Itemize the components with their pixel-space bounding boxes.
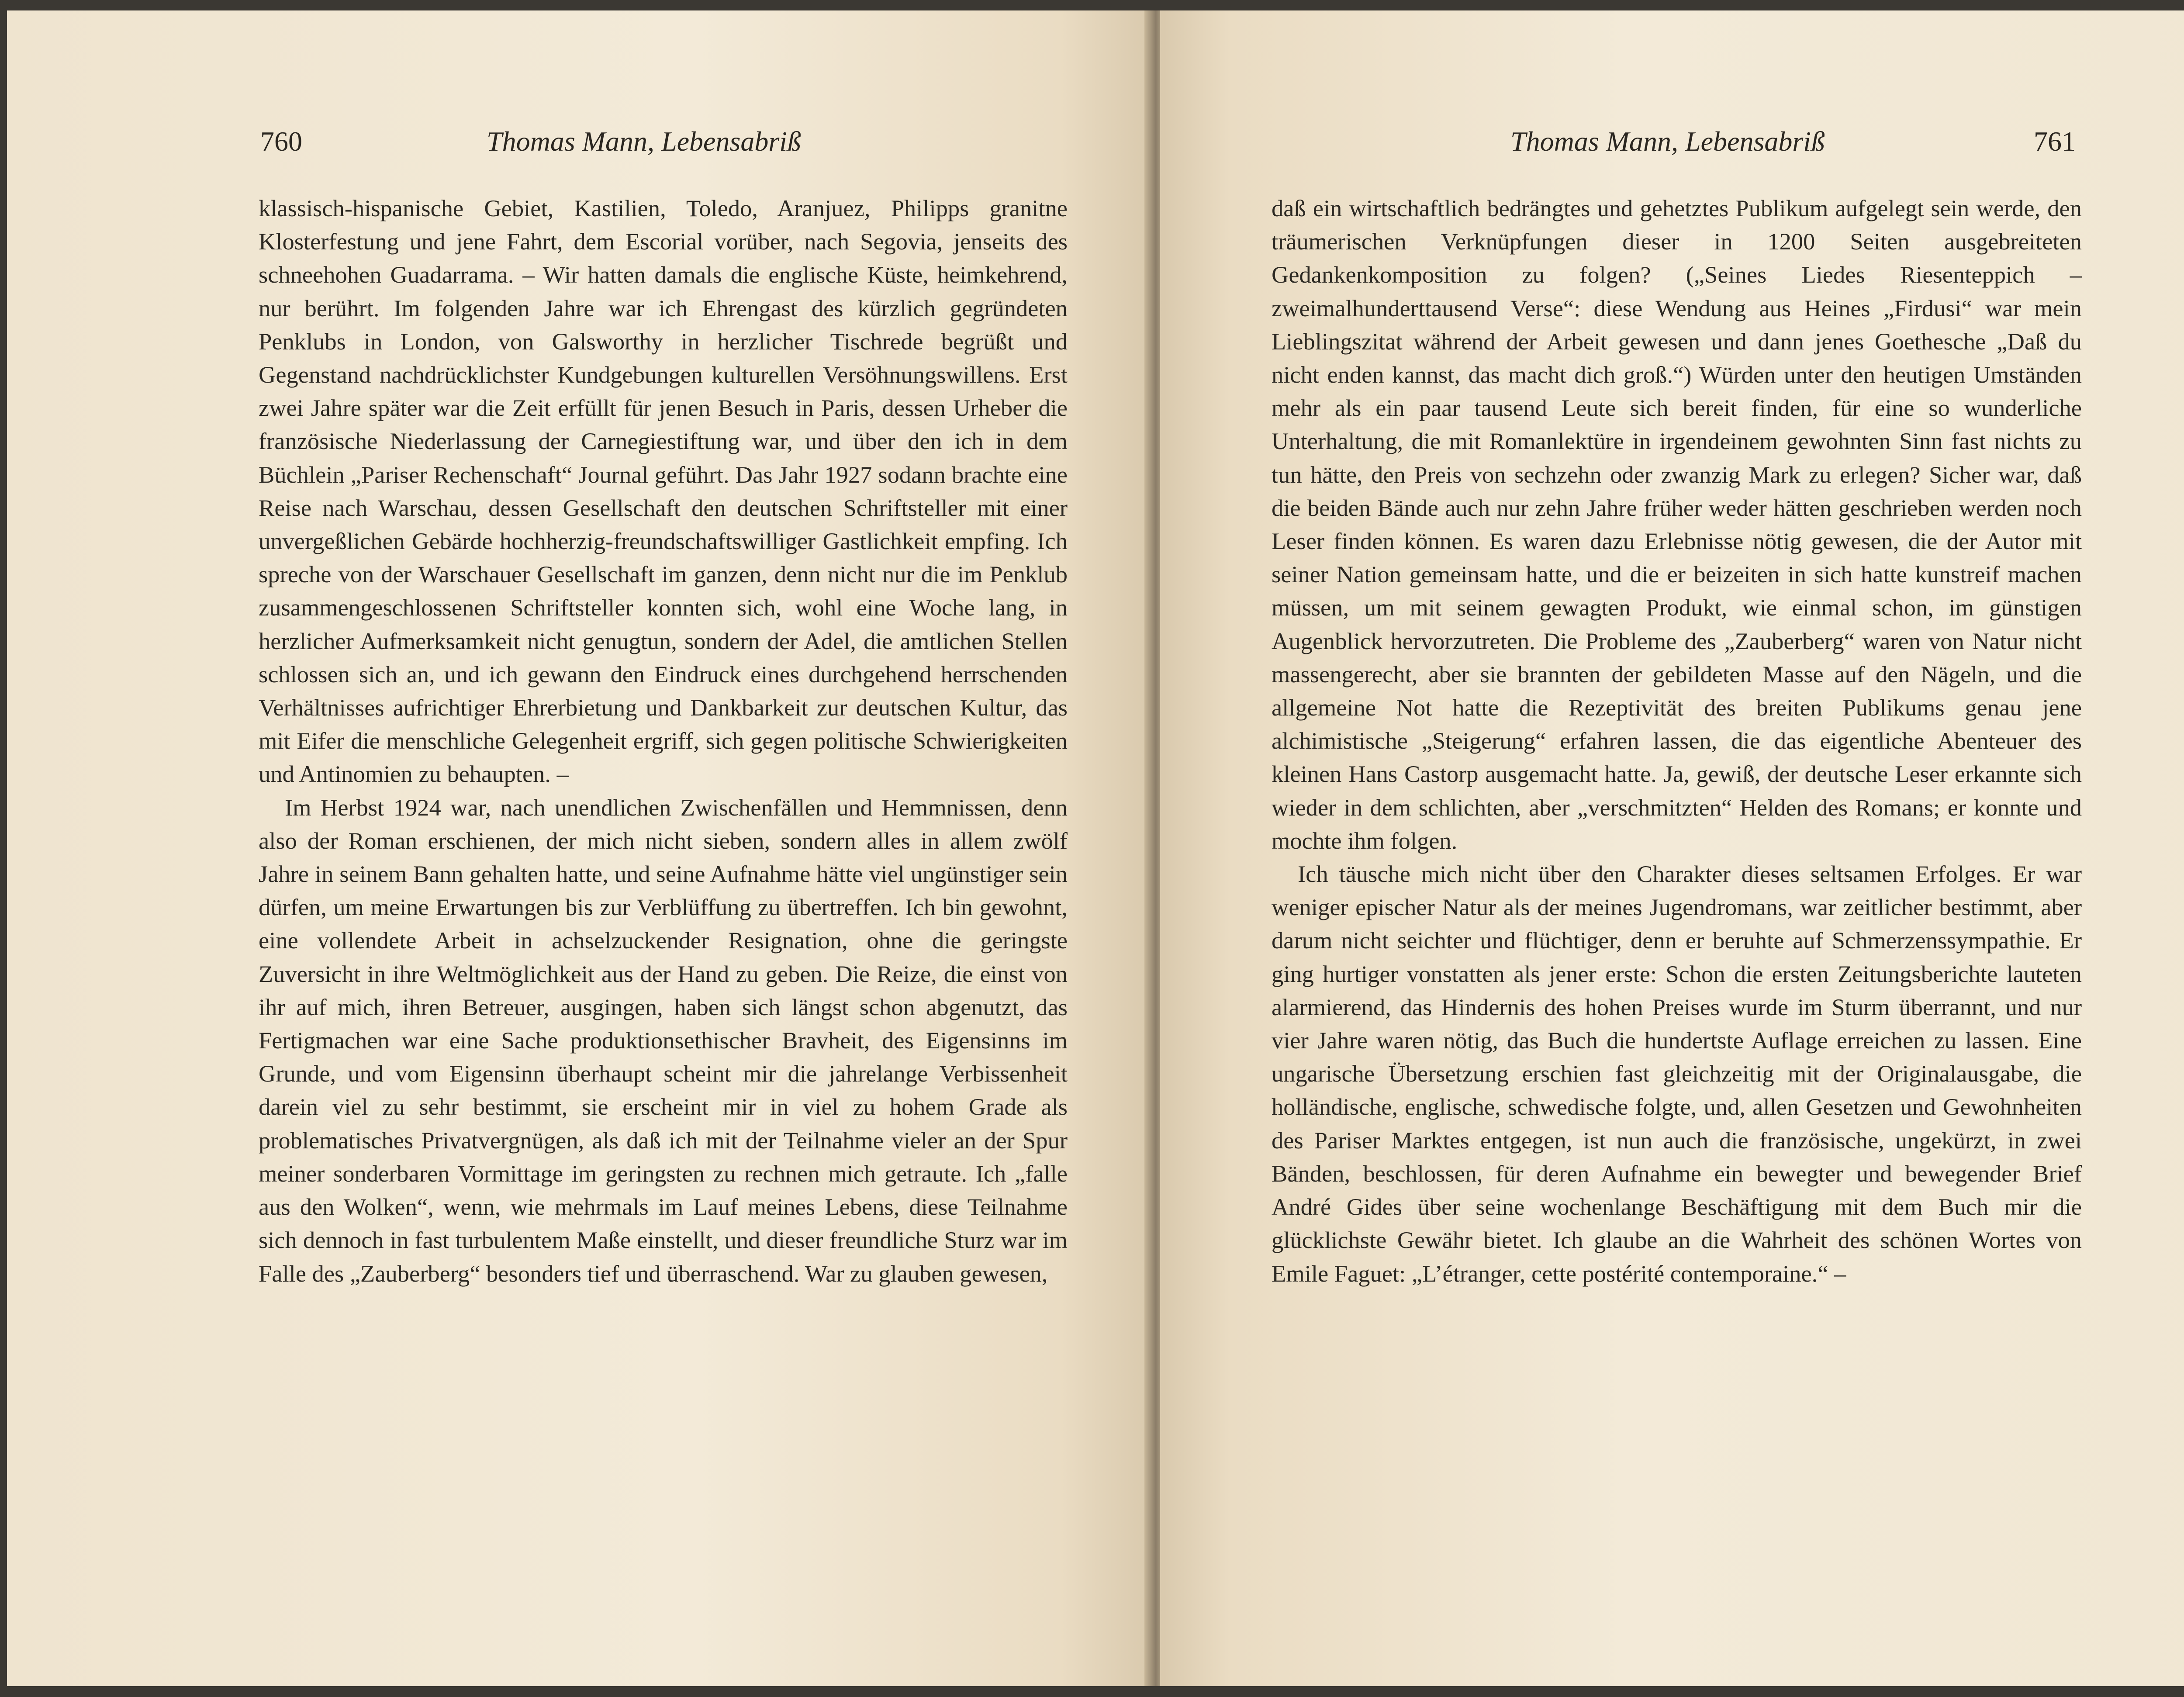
page-number-right: 761 <box>2034 126 2076 157</box>
page-number-left: 760 <box>260 126 302 157</box>
paragraph: Im Herbst 1924 war, nach unendlichen Zwischenfällen und Hemmnissen, denn also der Roman erschienen, der mich nicht sieben, sondern alles in allem zwölf Jahre in seinem Bann gehalten hatte, und seine Aufnahme hätte viel ungünstiger sein dürfen, um meine Erwartungen bis zur Verblüffung zu übertreffen. Ich bin gewohnt, eine vollendete Arbeit in achselzuckender Resignation, ohne die geringste Zuversicht in ihre Weltmöglichkeit aus der Hand zu geben. Die Reize, die einst von ihr auf mich, ihren Betreuer, ausgingen, haben sich längst schon abgenutzt, das Fertigmachen war eine Sache produktionsethischer Bravheit, des Eigensinns im Grunde, und vom Eigensinn überhaupt scheint mir die jahrelange Verbissenheit darein viel zu sehr bestimmt, sie erscheint mir in viel zu hohem Grade als problematisches Privatvergnügen, als daß ich mit der Teilnahme vieler an der Spur meiner sonderbaren Vormittage im geringsten zu rechnen mich getraute. Ich „falle aus den Wolken“, wenn, wie mehrmals im Lauf meines Lebens, diese Teilnahme sich dennoch in fast turbulentem Maße einstellt, und dieser freundliche Sturz war im Falle des „Zauberberg“ besonders tief und überraschend. War zu glauben gewesen, <box>259 794 1068 1287</box>
running-head-left: Thomas Mann, Lebensabriß <box>487 126 802 157</box>
paragraph: Ich täusche mich nicht über den Charakter dieses seltsamen Erfolges. Er war weniger epischer Natur als der meines Jugendromans, war zeitlicher bestimmt, aber darum nicht seichter und flüchtiger, denn er beruhte auf Schmerzenssympathie. Er ging hurtiger vonstatten als jener erste: Schon die ersten Zeitungsberichte lauteten alarmierend, das Hindernis des hohen Preises wurde im Sturm überrannt, und nur vier Jahre waren nötig, das Buch die hundertste Auflage erreichen zu lassen. Eine ungarische Übersetzung erschien fast gleichzeitig mit der Originalausgabe, die holländische, englische, schwedische folgte, und, allen Gesetzen und Gewohnheiten des Pariser Marktes entgegen, ist nun auch die französische, ungekürzt, in zwei Bänden, beschlossen, für deren Aufnahme ein bewegter und bewegender Brief André Gides über seine wochenlange Beschäftigung mit dem Buch mir die glücklichste Gewähr bietet. Ich glaube an die Wahrheit des schönen Wortes von Emile Faguet: „L’étranger, cette postérité contemporaine.“ – <box>1272 861 2082 1287</box>
left-page-text <box>259 192 1068 1290</box>
running-head-right: Thomas Mann, Lebensabriß <box>1510 126 1825 157</box>
left-page <box>7 10 1151 1686</box>
right-page-text <box>1272 192 2082 1290</box>
paragraph: daß ein wirtschaftlich bedrängtes und gehetztes Publikum aufgelegt sein werde, den träumerischen Verknüpfungen dieser in 1200 Seiten ausgebreiteten Gedankenkomposition zu folgen? („Seines Liedes Riesenteppich – zweimalhunderttausend Verse“: diese Wendung aus Heines „Firdusi“ war mein Lieblingszitat während der Arbeit gewesen und dann jenes Goethesche „Daß du nicht enden kannst, das macht dich groß.“) Würden unter den heutigen Umständen mehr als ein paar tausend Leute sich bereit finden, für eine so wunderliche Unterhaltung, die mit Romanlektüre in irgendeinem gewohnten Sinn fast nichts zu tun hätte, den Preis von sechzehn oder zwanzig Mark zu erlegen? Sicher war, daß die beiden Bände auch nur zehn Jahre früher weder hätten geschrieben werden noch Leser finden können. Es waren dazu Erlebnisse nötig gewesen, die der Autor mit seiner Nation gemeinsam hatte, und die er beizeiten in sich hatte kunstreif machen müssen, um mit seinem gewagten Produkt, wie einmal schon, im günstigen Augenblick hervorzutreten. Die Probleme des „Zauberberg“ waren von Natur nicht massengerecht, aber sie brannten der gebildeten Masse auf den Nägeln, und die allgemeine Not hatte die Rezeptivität des breiten Publikums genau jene alchimistische „Steigerung“ erfahren lassen, die das eigentliche Abenteuer des kleinen Hans Castorp ausgemacht hatte. Ja, gewiß, der deutsche Leser erkannte sich wieder in dem schlichten, aber „verschmitzten“ Helden des Romans; er konnte und mochte ihm folgen. <box>1272 195 2082 854</box>
right-page <box>1160 10 2184 1686</box>
paragraph: klassisch-hispanische Gebiet, Kastilien, Toledo, Aranjuez, Philipps granitne Klosterfestung und jene Fahrt, dem Escorial vorüber, nach Segovia, jenseits des schneehohen Guadarrama. – Wir hatten damals die englische Küste, heimkehrend, nur berührt. Im folgenden Jahre war ich Ehrengast des kürzlich gegründeten Penklubs in London, von Galsworthy in herzlicher Tischrede begrüßt und Gegenstand nachdrücklichster Kundgebungen kulturellen Versöhnungswillens. Erst zwei Jahre später war die Zeit erfüllt für jenen Besuch in Paris, dessen Urheber die französische Niederlassung der Carnegiestiftung war, und über den ich in dem Büchlein „Pariser Rechenschaft“ Journal geführt. Das Jahr 1927 sodann brachte eine Reise nach Warschau, dessen Gesellschaft den deutschen Schriftsteller mit einer unvergeßlichen Gebärde hochherzig-freundschaftswilliger Gastlichkeit empfing. Ich spreche von der Warschauer Gesellschaft im ganzen, denn nicht nur die im Penklub zusammengeschlossenen Schriftsteller konnten sich, wohl eine Woche lang, in herzlicher Aufmerksamkeit nicht genugtun, sondern der Adel, die amtlichen Stellen schlossen sich an, und ich gewann den Eindruck eines durchgehend herrschenden Verhältnisses aufrichtiger Ehrerbietung und Dankbarkeit zur deutschen Kultur, das mit Eifer die menschliche Gelegenheit ergriff, sich gegen politische Schwierigkeiten und Antinomien zu behaupten. – <box>259 195 1068 788</box>
